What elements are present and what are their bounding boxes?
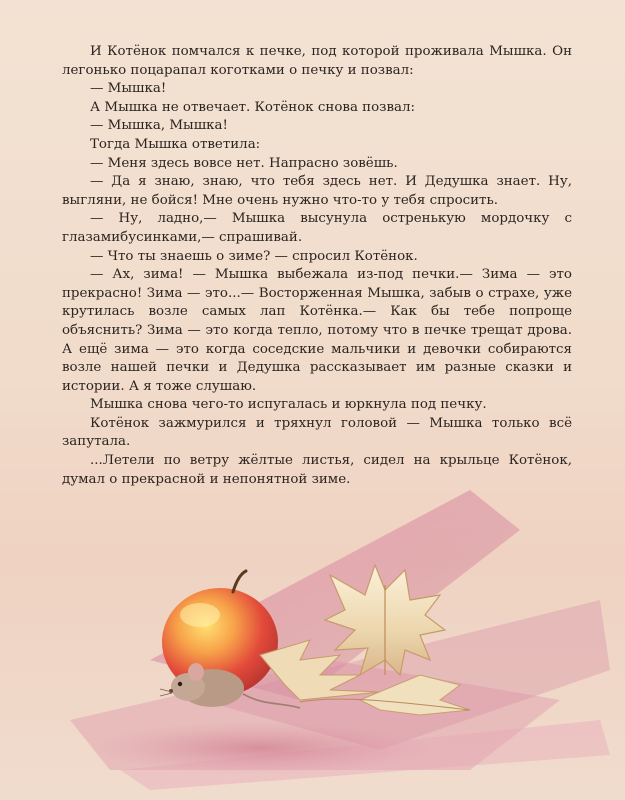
paragraph: И Котёнок помчался к печке, под которой проживала Мышка. Он легонько поцарапал коготками о печку и позвал: [62,44,572,78]
paragraph: ...Летели по ветру жёлтые листья, сидел на крыльце Котёнок, думал о прекрасной и непонятной зиме. [62,453,572,487]
paragraph: — Мышка! [90,81,167,97]
paragraph: Мышка снова чего-то испугалась и юркнула под печку. [90,397,487,413]
paragraph: Котёнок зажмурился и тряхнул головой — Мышка только всё запутала. [62,415,572,450]
paragraph: — Ах, зима! — Мышка выбежала из-под печки.— Зима — это прекрасно! Зима — это...— Восторженная Мышка, забыв о страхе, уже крутилась возле самых лап Котёнка.— Как бы тебе попроще объяснить? Зима — это когда тепло, потому что в печке трещат дрова. А ещё зима — это когда соседские мальчики и девочки собираются возле нашей печки и Дедушка рассказывает им разные сказки и истории. А я тоже слушаю. [62,267,572,394]
story-text [62,43,572,489]
apple-leaves-mouse-illustration [0,470,625,800]
paragraph: — Да я знаю, знаю, что тебя здесь нет. И Дедушка знает. Ну, выгляни, не бойся! Мне очень нужно что-то у тебя спросить. [62,174,572,208]
paragraph: — Мышка, Мышка! [90,118,228,134]
background-streaks [70,490,610,790]
paragraph: — Меня здесь вовсе нет. Напрасно зовёшь. [90,155,398,171]
paragraph: А Мышка не отвечает. Котёнок снова позвал: [90,99,416,115]
paragraph: — Что ты знаешь о зиме? — спросил Котёнок. [90,248,418,264]
paragraph: Тогда Мышка ответила: [90,136,261,152]
paragraph: — Ну, ладно,— Мышка высунула остренькую мордочку с глазамибусинками,— спрашивай. [62,211,572,245]
